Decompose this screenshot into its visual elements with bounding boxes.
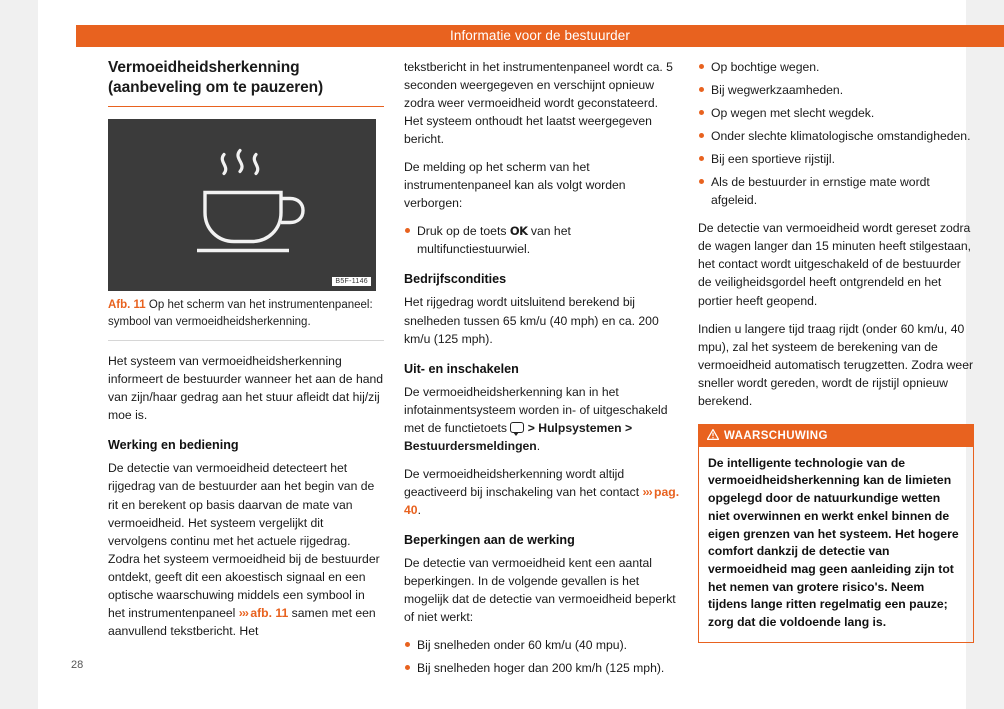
subheading-working: Werking en bediening <box>108 438 239 453</box>
bullet-list-hide <box>404 222 680 258</box>
warning-text: De intelligente technologie van de vermoeidheidsherkenning kan de limieten opgelegd door de natuurkundige wetten niet overwinnen en werkt enkel binnen de eigen grenzen van het systeem. Het hogere comfort dankzij de detectie van vermoeidheid mag geen aanleiding zijn tot het nemen van grotere risico's. Neem tijdens lange ritten regelmatig een pauze; zorg dat die voldoende lang is. <box>708 455 959 629</box>
ok-button-label: OK <box>509 224 528 239</box>
paragraph-working-part2: samen met een aanvullend tekstbericht. Het <box>108 605 376 638</box>
subheading-limits: Beperkingen aan de werking <box>404 532 575 547</box>
paragraph-activation-part1: De vermoeidheidsherkenning wordt altijd geactiveerd bij inschakeling van het contact <box>404 466 643 499</box>
bullet-text-part1: Druk op de toets <box>417 224 510 239</box>
figure-caption <box>108 291 384 341</box>
paragraph-onoff-part2: . <box>536 438 541 453</box>
page-number: 28 <box>71 659 84 671</box>
figure-code: B5F-1146 <box>332 277 371 286</box>
column-left <box>108 58 384 650</box>
paragraph-slowdriving: Indien u langere tijd traag rijdt (onder 60 km/u, 40 mpu), zal het systeem de berekening van de vermoeidheid automatisch terugzetten. Zodra weer sneller wordt gereden, wordt de rijstijl opnieuw berekend. <box>698 321 974 408</box>
list-item: Bij een sportieve rijstijl. <box>698 150 974 168</box>
intro-paragraph: Het systeem van vermoeidheidsherkenning informeert de bestuurder wanneer het aan de hand van zijn/haar gedrag aan het stuur afleidt dat hij/zij moe is. <box>108 354 384 423</box>
page-header-title: Informatie voor de bestuurder <box>76 25 1004 47</box>
list-item: Als de bestuurder in ernstige mate wordt afgeleid. <box>698 173 974 209</box>
paragraph-limits: De detectie van vermoeidheid kent een aantal beperkingen. In de volgende gevallen is het mogelijk dat de detectie van vermoeidheid beperkt of niet werkt: <box>404 555 676 625</box>
figure-caption-text: Op het scherm van het instrumentenpaneel: symbool van vermoeidheidsherkenning. <box>108 298 373 328</box>
column-right <box>698 58 974 643</box>
bullet-text-part2: van het multifunctiestuurwiel. <box>417 224 571 257</box>
cross-reference-arrows: ››› <box>238 605 251 620</box>
paragraph-reset: De detectie van vermoeidheid wordt gereset zodra de wagen langer dan 15 minuten heeft stilgestaan, het contact wordt uitgeschakeld of de bestuurder de veiligheidsgordel heeft ontgrendeld en het portier heeft geopend. <box>698 221 972 308</box>
list-item: Bij wegwerkzaamheden. <box>698 81 974 99</box>
list-item: Op wegen met slecht wegdek. <box>698 104 974 122</box>
title-divider <box>108 106 384 107</box>
paragraph-textmessage: tekstbericht in het instrumentenpaneel wordt ca. 5 seconden weergegeven en verschijnt opnieuw zodra weer vermoeidheid wordt geconstateerd. Het systeem onthoudt het laatst weergegeven bericht. <box>404 60 673 147</box>
page-reference: pag. 40 <box>404 484 680 517</box>
list-item: Bij snelheden onder 60 km/u (40 mpu). <box>404 636 680 654</box>
page-title: Vermoeidheidsherkenning (aanbeveling om te pauzeren) <box>108 59 324 97</box>
figure-image <box>108 119 376 291</box>
paragraph-working <box>108 459 384 639</box>
warning-title: WAARSCHUWING <box>724 429 828 442</box>
coffee-cup-icon <box>108 142 376 267</box>
figure-reference: afb. 11 <box>250 605 289 620</box>
subheading-onoff: Uit- en inschakelen <box>404 361 519 376</box>
list-item <box>404 222 680 258</box>
subheading-conditions: Bedrijfscondities <box>404 272 507 287</box>
paragraph-hidemessage: De melding op het scherm van het instrumentenpaneel kan als volgt worden verborgen: <box>404 160 626 211</box>
document-page <box>38 0 974 709</box>
list-item: Onder slechte klimatologische omstandigheden. <box>698 127 974 145</box>
column-middle <box>404 58 680 687</box>
menu-path: > Hulpsystemen > Bestuurdersmeldingen <box>404 420 633 453</box>
paragraph-working-part1: De detectie van vermoeidheid detecteert het rijgedrag van de bestuurder aan het begin van de rit en berekent op basis daarvan de mate van vermoeidheid. Het systeem vergelijkt dit vervolgens continu met het actuele rijgedrag. Zodra het systeem vermoeidheid bij de bestuurder ontdekt, geeft dit een akoestisch signaal en een optische waarschuwing middels een symbool in het instrumentenpaneel <box>108 461 380 620</box>
cross-reference-arrows-2: ››› <box>642 484 655 499</box>
paragraph-conditions: Het rijgedrag wordt uitsluitend berekend bij snelheden tussen 65 km/u (40 mph) en ca. 200 km/u (125 mph). <box>404 295 659 346</box>
warning-triangle-icon <box>707 429 719 443</box>
message-bubble-icon <box>510 422 524 433</box>
warning-box <box>698 424 974 643</box>
paragraph-activation <box>404 465 680 519</box>
bullet-list-limits-continued <box>698 58 974 209</box>
page-columns <box>108 58 976 676</box>
list-item: Op bochtige wegen. <box>698 58 974 76</box>
paragraph-onoff <box>404 383 680 455</box>
bullet-list-limits <box>404 636 680 677</box>
list-item: Bij snelheden hoger dan 200 km/h (125 mph). <box>404 659 680 677</box>
warning-header <box>699 425 973 447</box>
paragraph-activation-part2: . <box>417 502 421 517</box>
figure-caption-label: Afb. 11 <box>108 298 146 311</box>
paragraph-onoff-part1: De vermoeidheidsherkenning kan in het infotainmentsysteem worden in- of uitgeschakeld met de functietoets <box>404 384 668 435</box>
